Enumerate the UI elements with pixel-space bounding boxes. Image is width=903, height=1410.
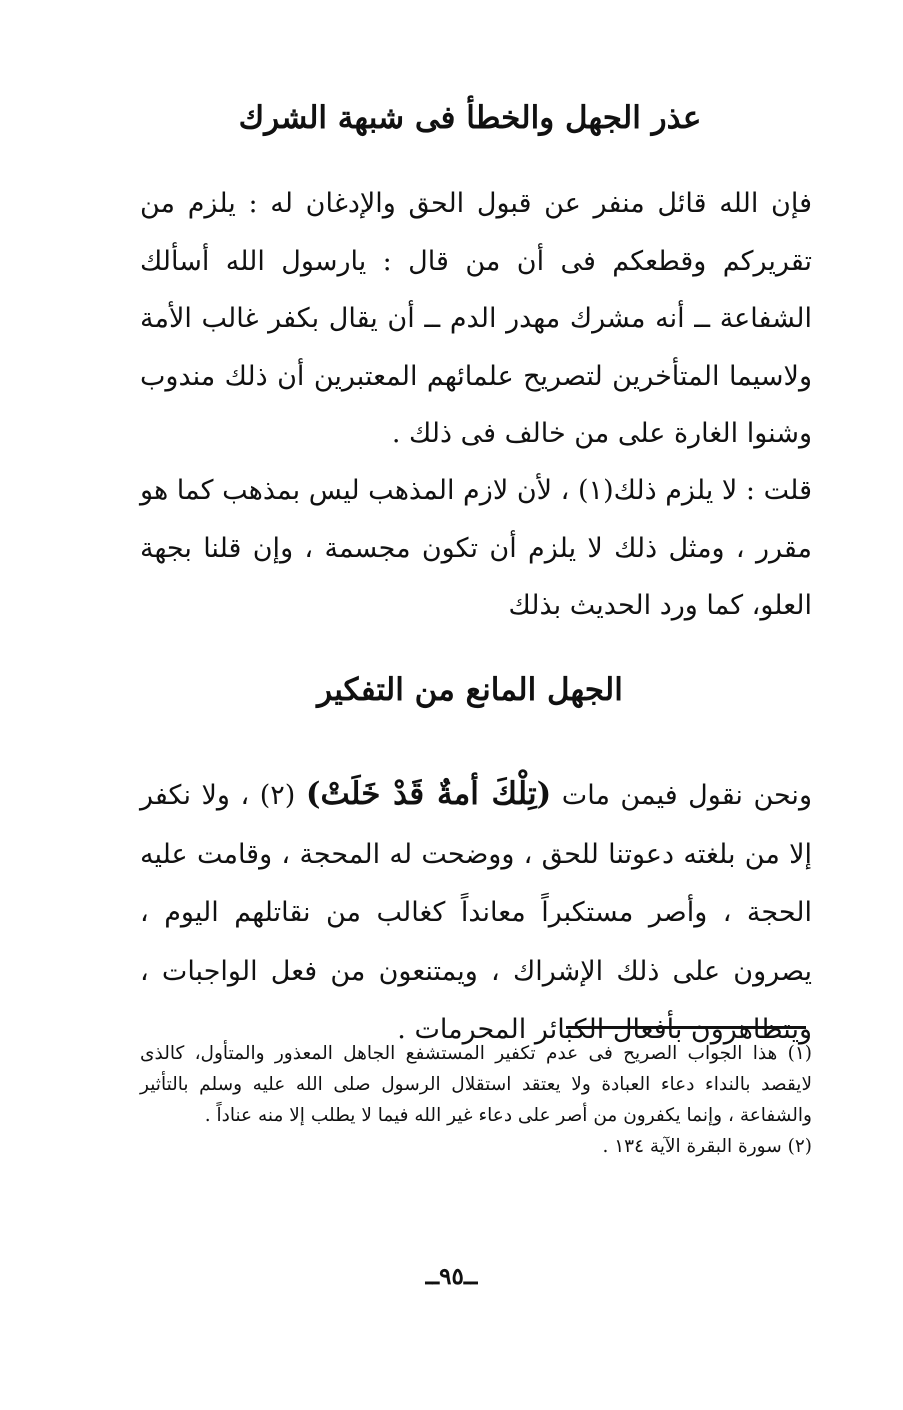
- paragraph-lead-text: ونحن نقول فيمن مات: [561, 780, 812, 811]
- footnotes-list: [140, 1038, 812, 1162]
- paragraph-takfir-conditions: [140, 765, 812, 1060]
- footnote-2: (٢) سورة البقرة الآية ١٣٤ .: [602, 1136, 812, 1157]
- section-heading-shirk-excuse: عذر الجهل والخطأ فى شبهة الشرك: [238, 100, 702, 136]
- paragraph-continuation-text: (٢) ، ولا نكفر إلا من بلغته دعوتنا للحق ، ووضحت له المحجة ، وقامت عليه الحجة ، وأصر مستكبراً معانداً كغالب من نقاتلهم اليوم ، يصرون على ذلك الإشراك ، ويمتنعون من فعل الواجبات ، ويتظاهرون بأفعال الكبائر المحرمات .: [140, 780, 812, 1045]
- quran-verse: (تِلْكَ أمةٌ قَدْ خَلَتْ): [305, 776, 552, 812]
- page-number: ــ٩٥ــ: [425, 1263, 478, 1290]
- footnote-divider: [566, 1026, 806, 1029]
- paragraph-reply: قلت : لا يلزم ذلك(١) ، لأن لازم المذهب ليس بمذهب كما هو مقرر ، ومثل ذلك لا يلزم أن تكون مجسمة ، وإن قلنا بجهة العلو، كما ورد الحديث بذلك: [140, 475, 812, 621]
- footnote-1: (١) هذا الجواب الصريح فى عدم تكفير المستشفع الجاهل المعذور والمتأول، كالذى لايقصد بالنداء دعاء العبادة ولا يعتقد استقلال الرسول صلى الله عليه وسلم بالتأثير والشفاعة ، وإنما يكفرون من أصر على دعاء غير الله فيما لا يطلب إلا منه عناداً .: [140, 1043, 812, 1126]
- paragraph-objection: فإن الله قائل منفر عن قبول الحق والإدغان له : يلزم من تقريركم وقطعكم فى أن من قال : يارسول الله أسألك الشفاعة ــ أنه مشرك مهدر الدم ــ أن يقال بكفر غالب الأمة ولاسيما المتأخرين لتصريح علمائهم المعتبرين أن ذلك مندوب وشنوا الغارة على من خالف فى ذلك .: [140, 188, 812, 449]
- section-heading-ignorance: الجهل المانع من التفكير: [317, 672, 623, 708]
